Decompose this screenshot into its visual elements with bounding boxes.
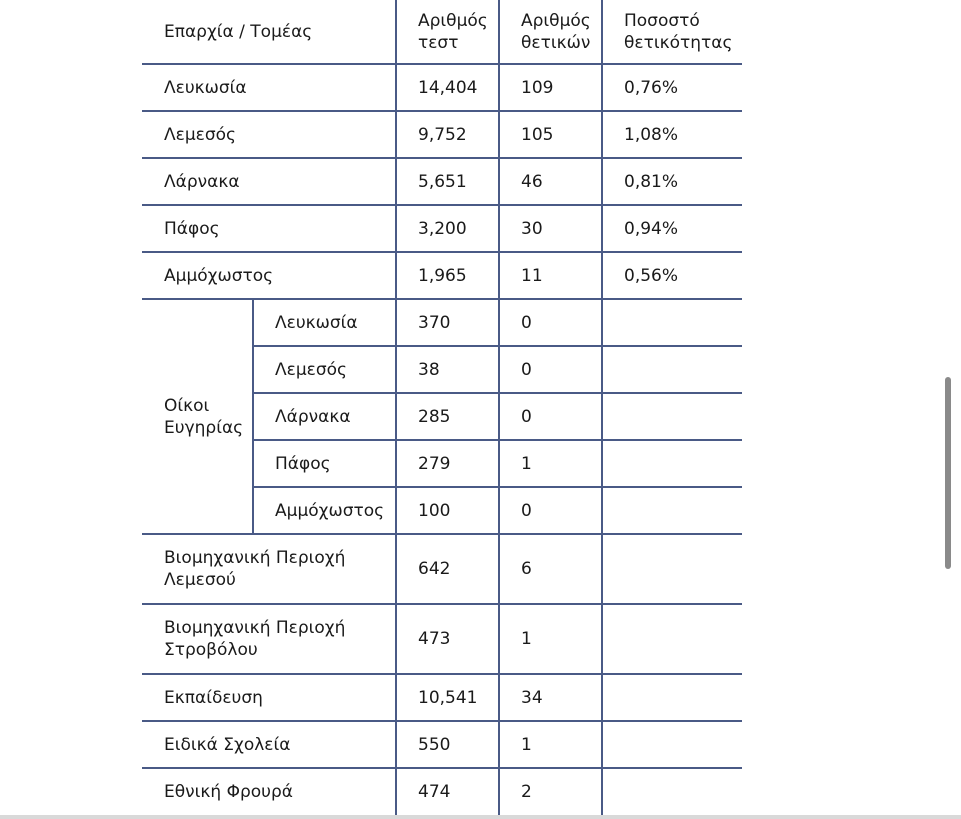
sector-name: Ειδικά Σχολεία <box>164 734 291 755</box>
care-home-rate <box>602 487 742 534</box>
sector-tests: 550 <box>418 734 451 755</box>
care-home-name: Αμμόχωστος <box>275 500 385 521</box>
care-home-tests: 38 <box>418 359 440 380</box>
sector-rate <box>602 604 742 674</box>
district-tests: 3,200 <box>418 218 467 239</box>
care-home-rate <box>602 393 742 440</box>
district-positives: 46 <box>521 171 543 192</box>
sector-rate <box>602 721 742 768</box>
sector-positives: 1 <box>521 734 532 755</box>
sector-tests: 474 <box>418 781 451 802</box>
care-home-tests: 370 <box>418 312 451 333</box>
sector-positives: 2 <box>521 781 532 802</box>
sector-positives: 34 <box>521 687 543 708</box>
care-home-rate <box>602 346 742 393</box>
district-positives: 105 <box>521 124 554 145</box>
care-home-positives: 0 <box>521 406 532 427</box>
care-home-name: Λευκωσία <box>275 312 358 333</box>
column-divider <box>252 299 254 534</box>
care-home-rate <box>602 299 742 346</box>
district-rate: 1,08% <box>624 124 679 145</box>
sector-name: Βιομηχανική Περιοχή Λεμεσού <box>164 548 346 590</box>
sector-name: Βιομηχανική Περιοχή Στροβόλου <box>164 618 346 660</box>
district-positives: 30 <box>521 218 543 239</box>
header-region: Επαρχία / Τομέας <box>164 22 313 42</box>
sector-rate <box>602 534 742 604</box>
care-home-positives: 0 <box>521 312 532 333</box>
sector-positives: 6 <box>521 559 532 579</box>
care-homes-label: Οίκοι Ευγηρίας <box>164 395 244 438</box>
district-name: Λάρνακα <box>164 171 240 192</box>
district-rate: 0,94% <box>624 218 679 239</box>
district-tests: 1,965 <box>418 265 467 286</box>
district-tests: 14,404 <box>418 77 478 98</box>
sector-rate <box>602 768 742 815</box>
care-home-tests: 279 <box>418 453 451 474</box>
header-positives: Αριθμός θετικών <box>521 11 591 53</box>
bottom-edge <box>0 815 961 819</box>
sector-tests: 10,541 <box>418 687 478 708</box>
district-rate: 0,76% <box>624 77 679 98</box>
care-home-positives: 0 <box>521 359 532 380</box>
district-rate: 0,81% <box>624 171 679 192</box>
care-home-tests: 285 <box>418 406 451 427</box>
district-tests: 9,752 <box>418 124 467 145</box>
care-home-name: Λάρνακα <box>275 406 351 427</box>
district-positives: 11 <box>521 265 543 286</box>
sector-tests: 642 <box>418 559 451 579</box>
column-divider <box>395 0 397 815</box>
sector-positives: 1 <box>521 629 532 649</box>
column-divider <box>601 0 603 815</box>
district-name: Λεμεσός <box>164 124 236 145</box>
header-rate: Ποσοστό θετικότητας <box>624 11 733 53</box>
care-home-name: Λεμεσός <box>275 359 347 380</box>
care-home-tests: 100 <box>418 500 451 521</box>
district-tests: 5,651 <box>418 171 467 192</box>
column-divider <box>498 0 500 815</box>
scrollbar-thumb[interactable] <box>945 377 951 569</box>
header-tests: Αριθμός τεστ <box>418 11 488 53</box>
care-home-positives: 1 <box>521 453 532 474</box>
district-positives: 109 <box>521 77 554 98</box>
district-name: Λευκωσία <box>164 77 247 98</box>
district-name: Πάφος <box>164 218 220 239</box>
sector-rate <box>602 674 742 721</box>
district-name: Αμμόχωστος <box>164 265 274 286</box>
sector-tests: 473 <box>418 629 451 649</box>
care-home-positives: 0 <box>521 500 532 521</box>
care-home-rate <box>602 440 742 487</box>
care-home-name: Πάφος <box>275 453 331 474</box>
sector-name: Εθνική Φρουρά <box>164 781 293 802</box>
district-rate: 0,56% <box>624 265 679 286</box>
sector-name: Εκπαίδευση <box>164 687 263 708</box>
